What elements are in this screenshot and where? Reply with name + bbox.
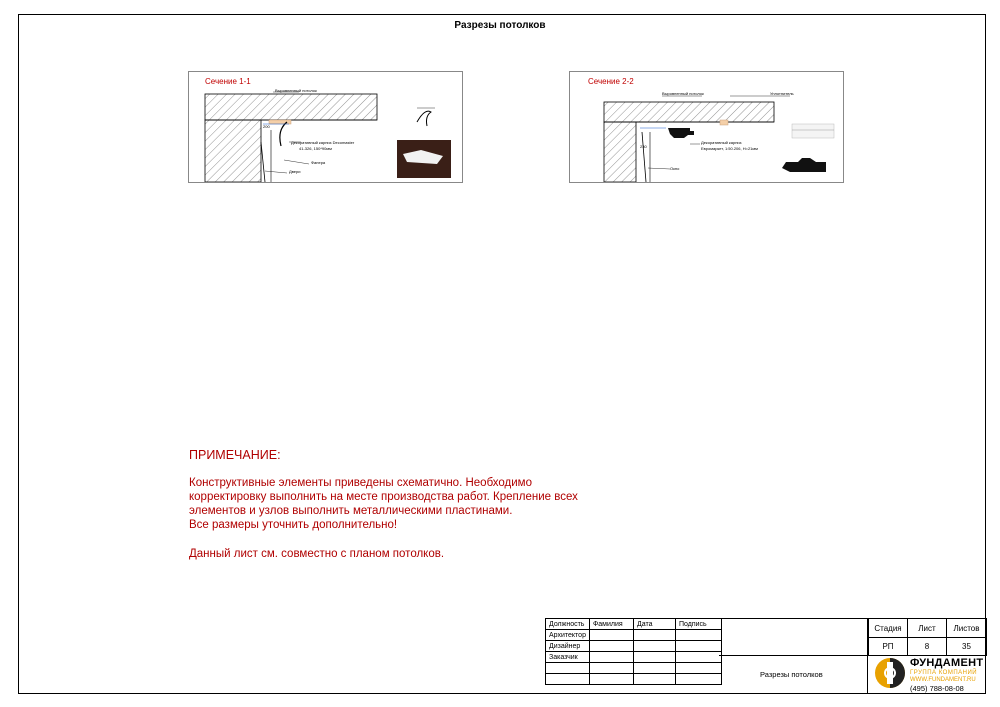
note-line: Все размеры уточнить дополнительно! — [189, 519, 398, 531]
note-line: Конструктивные элементы приведены схематично. Необходимо — [189, 477, 532, 489]
company-logo-icon — [874, 656, 906, 690]
title-area — [719, 618, 868, 694]
sheet-title: Разрезы потолков — [454, 20, 546, 31]
callout-dimension: 200 — [263, 124, 270, 129]
company-subtitle: ГРУППА КОМПАНИЙ — [910, 670, 978, 676]
signature-table — [545, 618, 722, 685]
sheet-value: 8 — [908, 638, 947, 656]
note-line: корректировку выполнить на месте производства работ. Крепление всех — [189, 491, 578, 503]
role-architect: Архитектор — [546, 630, 590, 641]
callout-window: Окно — [670, 166, 680, 171]
section-1-panel — [188, 71, 463, 183]
note-extra-line: Данный лист см. совместно с планом потолков. — [189, 548, 445, 560]
section-2-panel — [569, 71, 844, 183]
callout-ceiling-2: Выровненный потолок — [662, 91, 704, 96]
note-body — [189, 476, 578, 532]
callout-molding: Декоративный карниз Decomaster — [291, 140, 355, 145]
section-1-label: Сечение 1-1 — [205, 77, 251, 86]
header-position: Должность — [546, 619, 590, 630]
drawing-title: Разрезы потолков — [760, 670, 823, 679]
callout-door: Двери — [289, 169, 301, 174]
company-name: ФУНДАМЕНТ — [910, 657, 984, 669]
header-surname: Фамилия — [589, 619, 633, 630]
note-line: элементов и узлов выполнить металлическими пластинами. — [189, 505, 513, 517]
company-phone: (495) 788-08-08 — [910, 684, 964, 693]
callout-sealant: Уплотнитель — [770, 91, 794, 96]
note-heading: ПРИМЕЧАНИЕ: — [189, 448, 281, 462]
stage-header: Стадия — [869, 619, 908, 638]
callout-molding-code: 41-326, 150*90мм — [299, 146, 332, 151]
callout-ceiling: Выровненный потолок — [275, 88, 317, 93]
stage-table — [868, 618, 987, 656]
note-extra — [189, 547, 444, 561]
header-signature: Подпись — [675, 619, 721, 630]
company-site: WWW.FUNDAMENT.RU — [910, 677, 976, 683]
sheets-header: Листов — [947, 619, 987, 638]
section-1-drawing — [189, 72, 462, 182]
section-2-drawing — [570, 72, 843, 182]
callout-cornice-code: Евромаркет, 1:50.206, Н=21мм — [701, 146, 758, 151]
header-date: Дата — [633, 619, 675, 630]
stage-value: РП — [869, 638, 908, 656]
callout-fanera: Фанера — [311, 160, 326, 165]
sheets-value: 35 — [947, 638, 987, 656]
title-divider — [719, 655, 868, 656]
callout-dimension-2: 230 — [640, 144, 647, 149]
callout-cornice: Декоративный карниз — [701, 140, 742, 145]
section-2-label: Сечение 2-2 — [588, 77, 634, 86]
role-customer: Заказчик — [546, 652, 590, 663]
role-designer: Дизайнер — [546, 641, 590, 652]
sheet-header: Лист — [908, 619, 947, 638]
